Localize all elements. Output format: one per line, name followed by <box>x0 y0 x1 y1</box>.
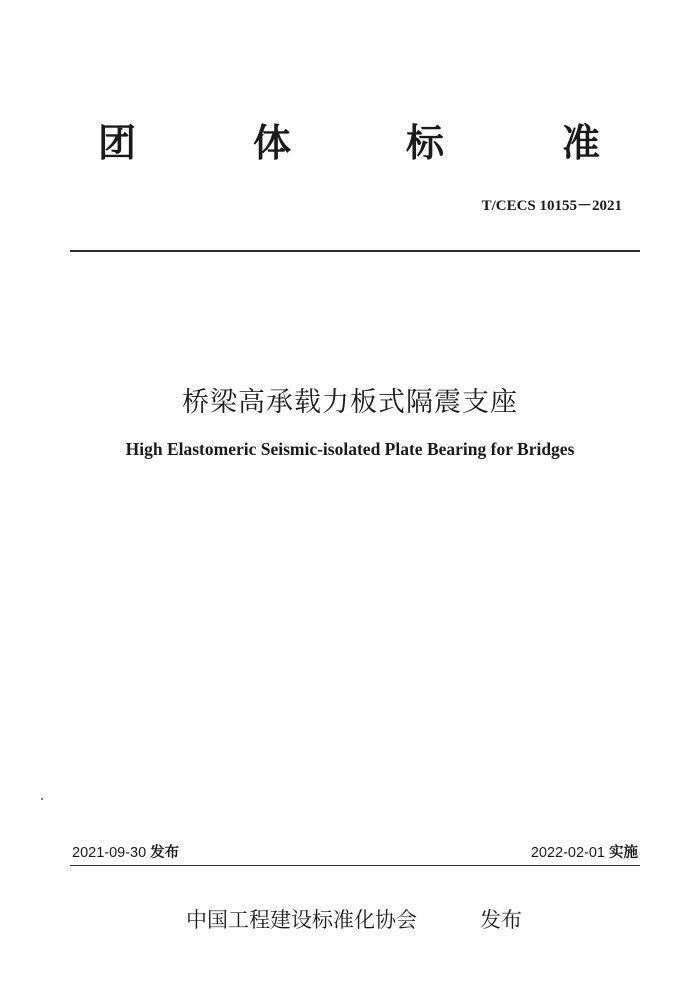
release-label: 发布 <box>150 845 180 861</box>
standard-code: T/CECS 10155－2021 <box>481 198 622 214</box>
implementation-date-value: 2022-02-01 <box>530 845 605 861</box>
footer-divider <box>70 865 640 866</box>
header-char-biao: 标 <box>406 121 445 165</box>
header-divider <box>70 250 640 252</box>
title-english: High Elastomeric Seismic-isolated Plate Bearing for Bridges <box>125 439 575 459</box>
release-date <box>72 843 179 863</box>
header-char-tuan: 团 <box>98 121 137 165</box>
release-date-value: 2021-09-30 <box>72 845 147 861</box>
implementation-date <box>531 843 638 863</box>
issuer-organization: 中国工程建设标准化协会 <box>186 908 417 932</box>
implementation-label: 实施 <box>609 845 638 861</box>
header-char-zhun: 准 <box>562 121 601 165</box>
scan-speck <box>41 798 43 800</box>
header-char-ti: 体 <box>253 121 292 165</box>
issuer-action: 发布 <box>480 908 522 932</box>
title-chinese: 桥梁高承载力板式隔震支座 <box>182 387 518 418</box>
